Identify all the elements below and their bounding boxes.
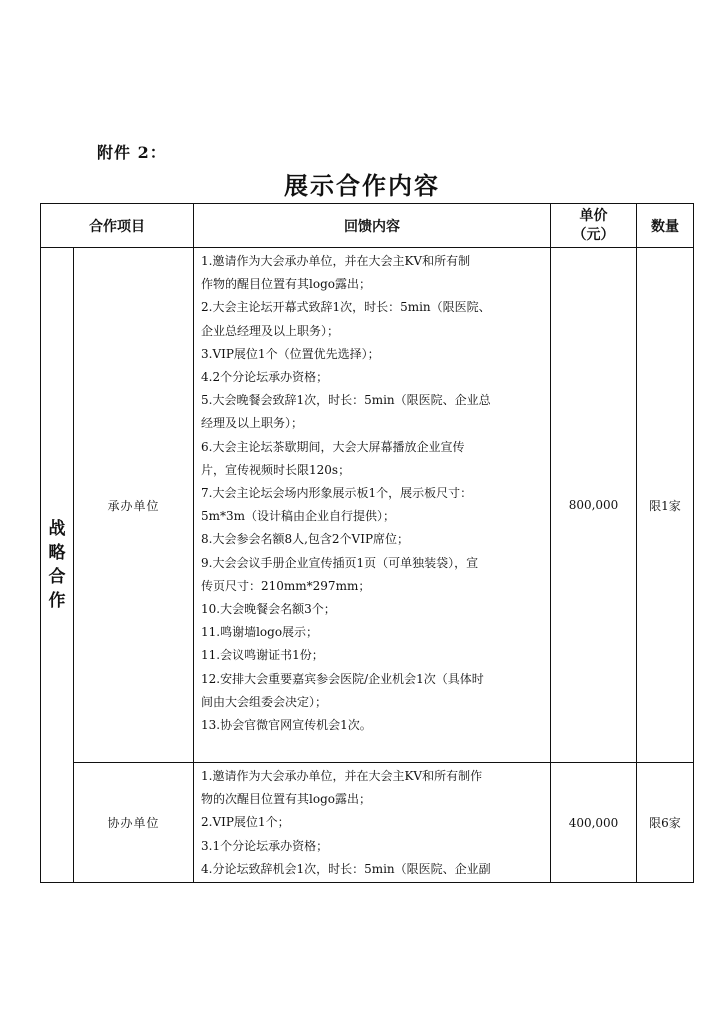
header-price-line2: （元） xyxy=(572,226,615,243)
content-line: 10.大会晚餐会名额3个； xyxy=(201,602,336,617)
content-line: 4.分论坛致辞机会1次，时长：5min（限医院、企业副 xyxy=(201,861,491,876)
header-content: 回馈内容 xyxy=(194,204,551,248)
category-char: 合 xyxy=(48,567,66,587)
table-row xyxy=(41,763,694,883)
header-item: 合作项目 xyxy=(41,204,194,248)
unit-price: 400,000 xyxy=(551,763,637,883)
unit-name: 协办单位 xyxy=(74,763,194,883)
table-row xyxy=(41,248,694,763)
content-line: 3.1个分论坛承办资格； xyxy=(201,838,329,853)
content-line: 作物的醒目位置有其logo露出； xyxy=(201,277,371,292)
content-cell xyxy=(194,763,551,883)
unit-quantity: 限1家 xyxy=(637,248,694,763)
unit-price: 800,000 xyxy=(551,248,637,763)
content-line: 11.鸣谢墙logo展示； xyxy=(201,625,319,640)
unit-quantity: 限6家 xyxy=(637,763,694,883)
content-line: 传页尺寸：210mm*297mm； xyxy=(201,578,371,593)
unit-name: 承办单位 xyxy=(74,248,194,763)
content-line: 企业总经理及以上职务）； xyxy=(201,323,340,338)
content-line: 4.2个分论坛承办资格； xyxy=(201,370,329,385)
content-line: 7.大会主论坛会场内形象展示板1个，展示板尺寸： xyxy=(201,486,473,501)
category-char: 作 xyxy=(48,591,66,611)
content-cell xyxy=(194,248,551,763)
content-line: 间由大会组委会决定）； xyxy=(201,694,328,709)
content-line: 2.VIP展位1个； xyxy=(201,815,290,830)
content-line: 11.会议鸣谢证书1份； xyxy=(201,648,324,663)
content-line: 1.邀请作为大会承办单位，并在大会主KV和所有制作 xyxy=(201,769,483,783)
content-line: 6.大会主论坛茶歇期间，大会大屏幕播放企业宣传 xyxy=(201,439,465,454)
content-line: 8.大会参会名额8人,包含2个VIP席位； xyxy=(201,532,410,547)
category-char: 战 xyxy=(48,519,66,539)
content-line: 5m*3m（设计稿由企业自行提供）； xyxy=(201,509,396,524)
content-line: 5.大会晚餐会致辞1次，时长：5min（限医院、企业总 xyxy=(201,393,491,408)
content-line: 物的次醒目位置有其logo露出； xyxy=(201,792,371,807)
content-line: 12.安排大会重要嘉宾参会医院/企业机会1次（具体时 xyxy=(201,671,484,686)
header-price xyxy=(551,204,637,248)
cooperation-table xyxy=(40,203,694,883)
content-line: 片，宣传视频时长限120s； xyxy=(201,462,351,477)
content-line: 3.VIP展位1个（位置优先选择）； xyxy=(201,346,380,361)
header-price-line1: 单价 xyxy=(579,207,608,224)
category-cell xyxy=(41,248,74,883)
page-title: 展示合作内容 xyxy=(284,171,440,200)
header-quantity: 数量 xyxy=(637,204,694,248)
annex-label: 附件 2： xyxy=(97,143,167,162)
content-line: 经理及以上职务）； xyxy=(201,416,304,431)
content-line: 13.协会官微官网宣传机会1次。 xyxy=(201,718,372,733)
content-line: 1.邀请作为大会承办单位，并在大会主KV和所有制 xyxy=(201,254,471,268)
category-char: 略 xyxy=(48,543,66,563)
table-header-row xyxy=(41,204,694,248)
content-line: 9.大会会议手册企业宣传插页1页（可单独装袋），宣 xyxy=(201,555,479,570)
content-line: 2.大会主论坛开幕式致辞1次，时长：5min（限医院、 xyxy=(201,300,491,315)
